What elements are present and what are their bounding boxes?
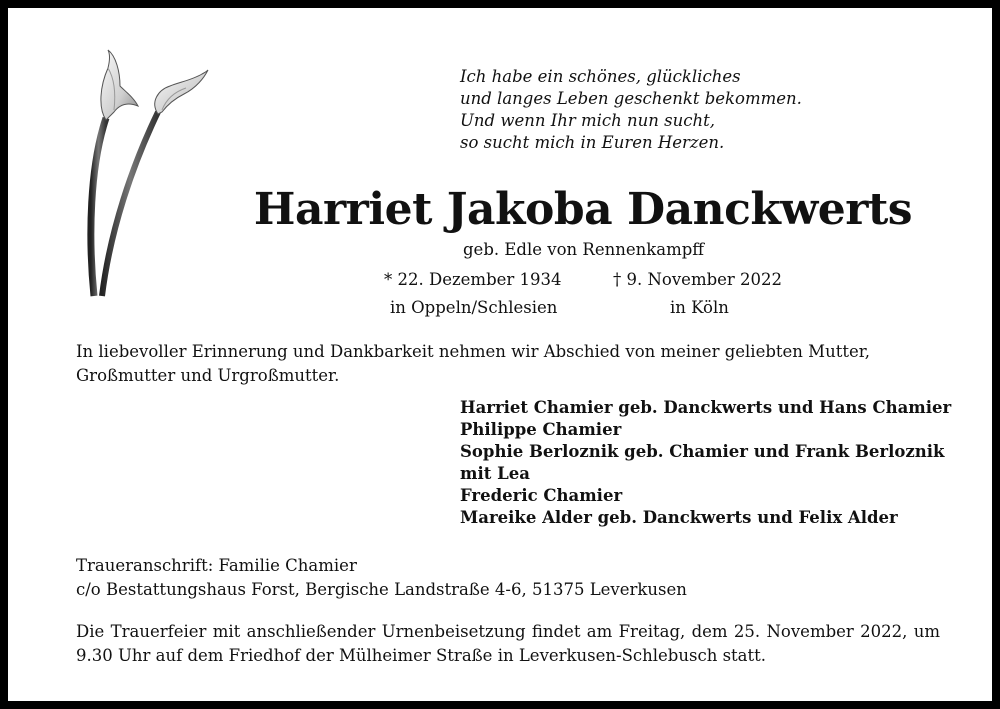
- birth-place: in Oppeln/Schlesien: [390, 298, 558, 317]
- deceased-name: Harriet Jakoba Danckwerts: [253, 184, 913, 235]
- intro-text: In liebevoller Erinnerung und Dankbarkeit nehmen wir Abschied von meiner geliebten Mutter, Großmutter und Urgroßmutter.: [76, 342, 871, 385]
- family-member: Harriet Chamier geb. Danckwerts und Hans Chamier: [460, 398, 952, 417]
- family-member: Sophie Berloznik geb. Chamier und Frank Berloznik: [460, 442, 945, 461]
- death-place: in Köln: [670, 298, 729, 317]
- birth-date: * 22. Dezember 1934: [384, 270, 562, 289]
- family-member: Philippe Chamier: [460, 420, 622, 439]
- memorial-quote: [460, 66, 802, 154]
- quote-line: so sucht mich in Euren Herzen.: [460, 133, 725, 152]
- family-list: [460, 397, 951, 529]
- calla-lily-icon: [80, 46, 220, 298]
- family-member: mit Lea: [460, 464, 530, 483]
- family-member: Frederic Chamier: [460, 486, 623, 505]
- quote-line: Ich habe ein schönes, glückliches: [460, 67, 741, 86]
- mourning-address: [76, 554, 687, 602]
- address-line: c/o Bestattungshaus Forst, Bergische Landstraße 4-6, 51375 Leverkusen: [76, 580, 687, 599]
- ceremony-text: Die Trauerfeier mit anschließender Urnenbeisetzung findet am Freitag, dem 25. November 2022, um 9.30 Uhr auf dem Friedhof der Mülheimer Straße in Leverkusen-Schlebusch statt.: [76, 622, 940, 665]
- death-date: † 9. November 2022: [613, 270, 783, 289]
- quote-line: und langes Leben geschenkt bekommen.: [460, 89, 802, 108]
- quote-line: Und wenn Ihr mich nun sucht,: [460, 111, 716, 130]
- birth-name: geb. Edle von Rennenkampff: [463, 240, 704, 259]
- family-member: Mareike Alder geb. Danckwerts und Felix Alder: [460, 508, 898, 527]
- address-line: Traueranschrift: Familie Chamier: [76, 556, 357, 575]
